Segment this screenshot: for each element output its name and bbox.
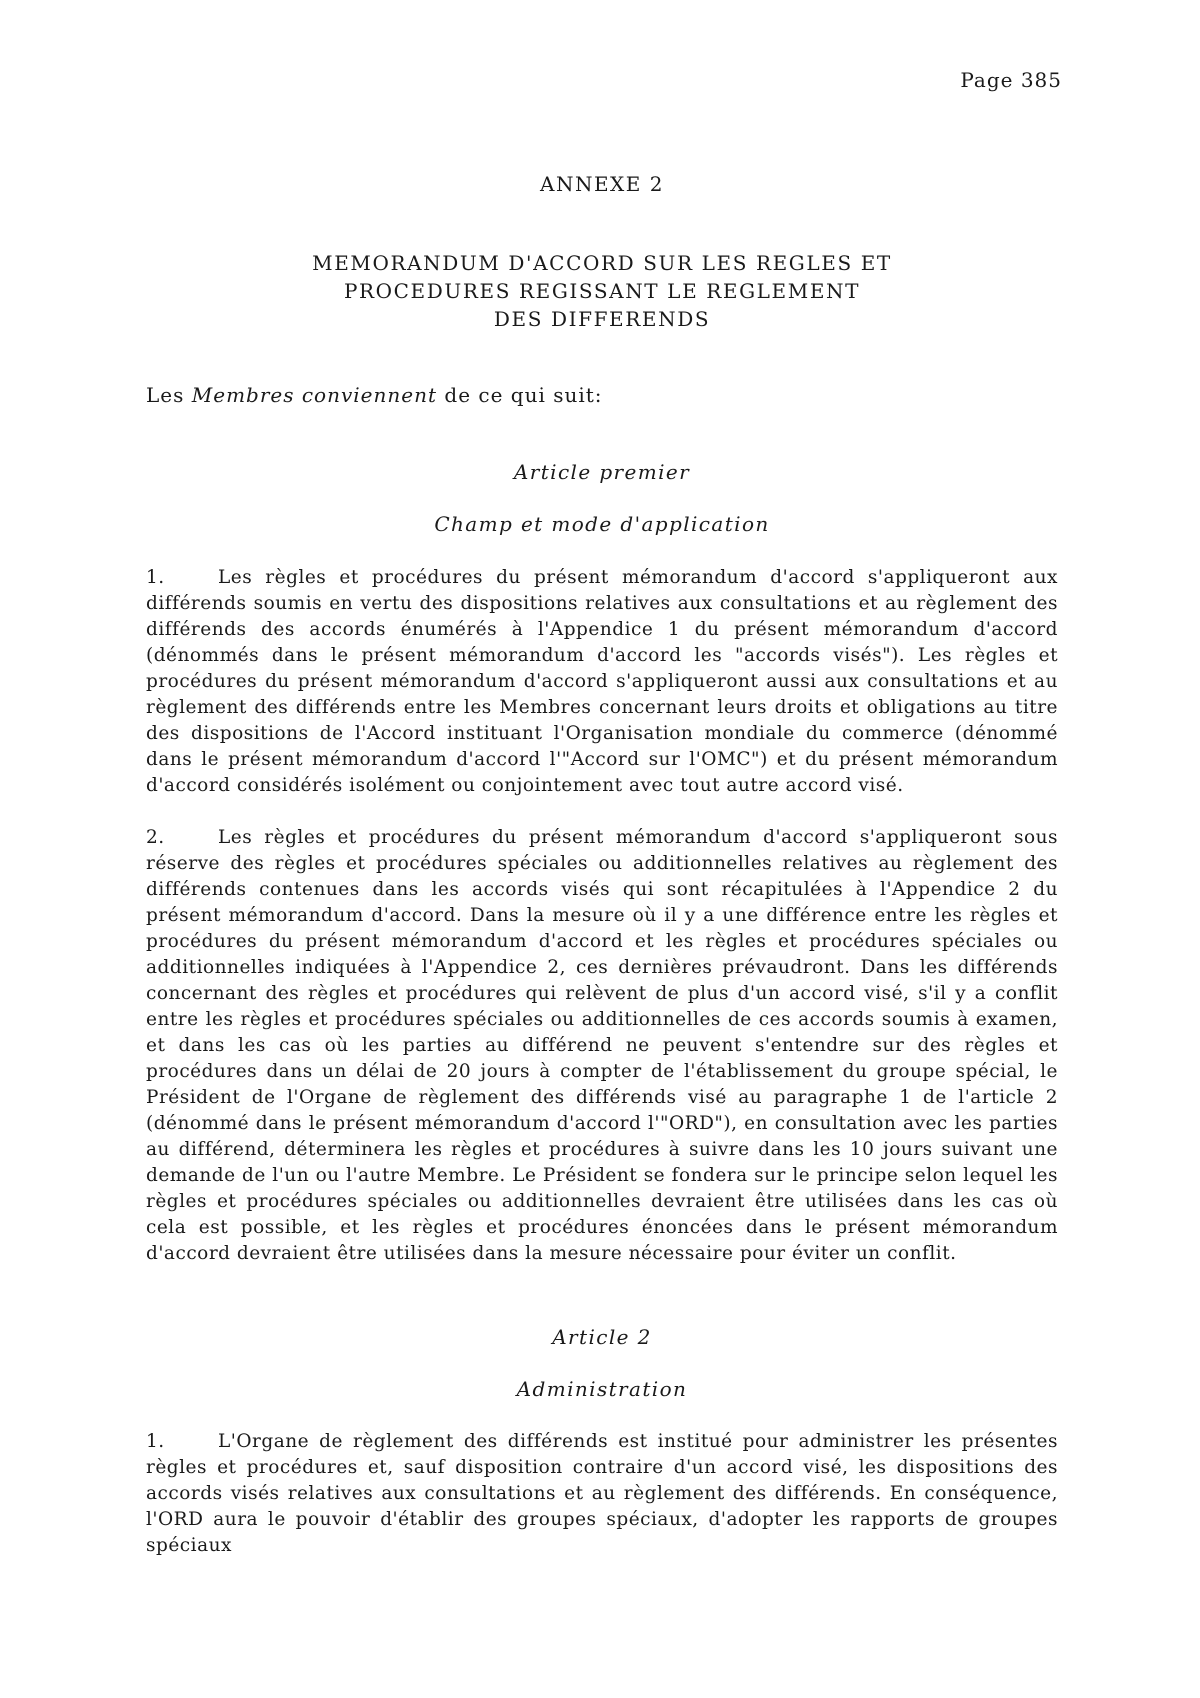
paragraph-number: 1. — [146, 567, 165, 588]
paragraph-text: Les règles et procédures du présent mémorandum d'accord s'appliqueront aux différends soumis en vertu des dispositions relatives aux consultations et au règlement des différends des accords énumérés à l'Appendice 1 du présent mémorandum d'accord (dénommés dans le présent mémorandum d'accord les "accords visés"). Les règles et procédures du présent mémorandum d'accord s'appliqueront aussi aux consultations et au règlement des différends entre les Membres concernant leurs droits et obligations au titre des dispositions de l'Accord instituant l'Organisation mondiale du commerce (dénommé dans le présent mémorandum d'accord l'"Accord sur l'OMC") et du présent mémorandum d'accord considérés isolément ou conjointement avec tout autre accord visé. — [146, 567, 1058, 796]
paragraph-number: 2. — [146, 827, 165, 848]
article-1-subtitle: Champ et mode d'application — [434, 512, 770, 536]
page-number: Page 385 — [960, 68, 1062, 92]
intro-emphasis: Membres conviennent — [191, 383, 438, 407]
memorandum-title — [146, 249, 1058, 333]
intro-sentence — [146, 383, 603, 407]
paragraph-text: L'Organe de règlement des différends est institué pour administrer les présentes règles et procédures et, sauf disposition contraire d'un accord visé, les dispositions des accords visés relatives aux consultations et au règlement des différends. En conséquence, l'ORD aura le pouvoir d'établir des groupes spéciaux, d'adopter les rapports de groupes spéciaux — [146, 1431, 1058, 1556]
paragraph-text: Les règles et procédures du présent mémorandum d'accord s'appliqueront sous réserve des règles et procédures spéciales ou additionnelles relatives au règlement des différends contenues dans les accords visés qui sont récapitulées à l'Appendice 2 du présent mémorandum d'accord. Dans la mesure où il y a une différence entre les règles et procédures du présent mémorandum d'accord et les règles et procédures spéciales ou additionnelles indiquées à l'Appendice 2, ces dernières prévaudront. Dans les différends concernant des règles et procédures qui relèvent de plus d'un accord visé, s'il y a conflit entre les règles et procédures spéciales ou additionnelles de ces accords soumis à examen, et dans les cas où les parties au différend ne peuvent s'entendre sur des règles et procédures dans un délai de 20 jours à compter de l'établissement du groupe spécial, le Président de l'Organe de règlement des différends visé au paragraphe 1 de l'article 2 (dénommé dans le présent mémorandum d'accord l'"ORD"), en consultation avec les parties au différend, déterminera les règles et procédures à suivre dans les 10 jours suivant une demande de l'un ou l'autre Membre. Le Président se fondera sur le principe selon lequel les règles et procédures spéciales ou additionnelles devraient être utilisées dans les cas où cela est possible, et les règles et procédures énoncées dans le présent mémorandum d'accord devraient être utilisées dans la mesure nécessaire pour éviter un conflit. — [146, 827, 1058, 1264]
article-1-title: Article premier — [513, 460, 691, 484]
paragraph-number: 1. — [146, 1431, 165, 1452]
intro-suffix: de ce qui suit: — [437, 383, 603, 407]
article-1-paragraph-1 — [146, 565, 1058, 799]
article-2-paragraph-1 — [146, 1429, 1058, 1559]
memorandum-title-line: MEMORANDUM D'ACCORD SUR LES REGLES ET — [312, 251, 892, 275]
article-1-paragraph-2 — [146, 825, 1058, 1267]
annex-label: ANNEXE 2 — [540, 172, 664, 196]
article-2-subtitle: Administration — [516, 1377, 688, 1401]
memorandum-title-line: PROCEDURES REGISSANT LE REGLEMENT — [343, 279, 861, 303]
intro-prefix: Les — [146, 383, 192, 407]
article-2-title: Article 2 — [552, 1325, 652, 1349]
memorandum-title-line: DES DIFFERENDS — [493, 307, 711, 331]
